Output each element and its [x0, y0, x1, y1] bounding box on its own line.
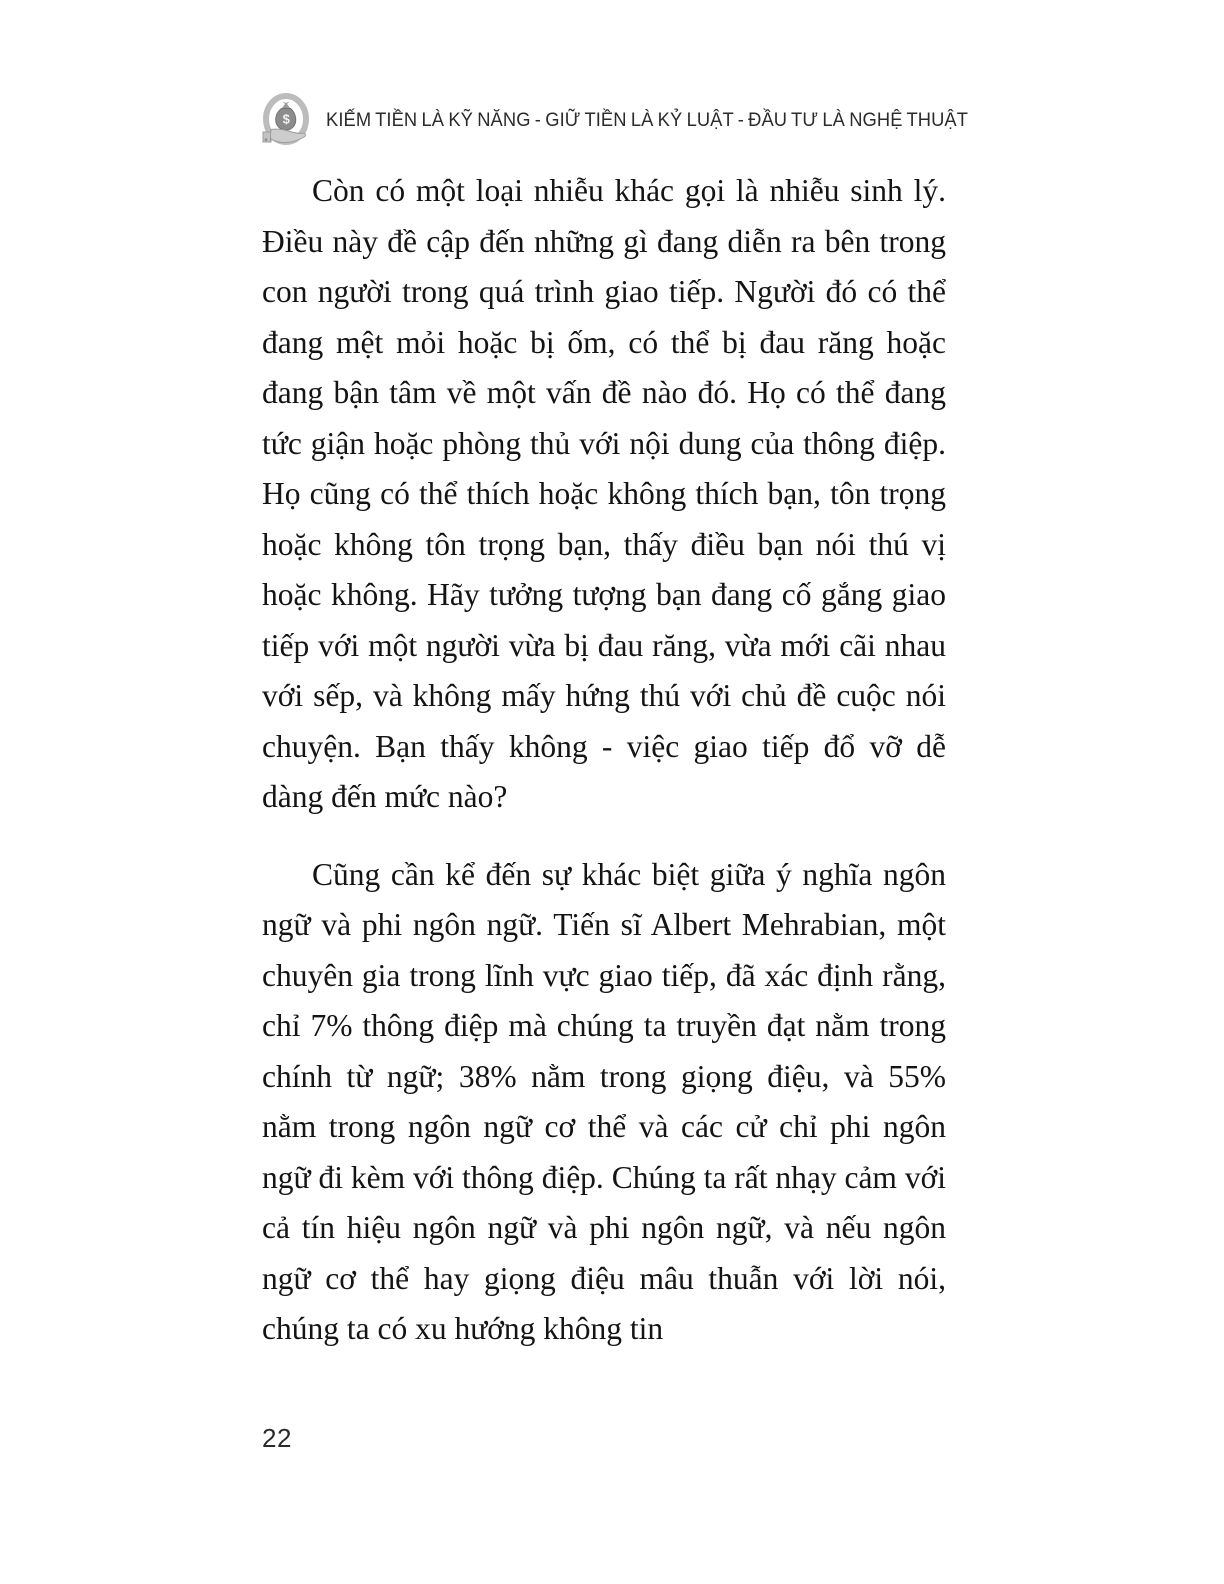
paragraph: Còn có một loại nhiễu khác gọi là nhiễu sinh lý. Điều này đề cập đến những gì đang diễn ra bên trong con người trong quá trình giao tiếp. Người đó có thể đang mệt mỏi hoặc bị ốm, có thể bị đau răng hoặc đang bận tâm về một vấn đề nào đó. Họ có thể đang tức giận hoặc phòng thủ với nội dung của thông điệp. Họ cũng có thể thích hoặc không thích bạn, tôn trọng hoặc không tôn trọng bạn, thấy điều bạn nói thú vị hoặc không. Hãy tưởng tượng bạn đang cố gắng giao tiếp với một người vừa bị đau răng, vừa mới cãi nhau với sếp, và không mấy hứng thú với chủ đề cuộc nói chuyện. Bạn thấy không - việc giao tiếp đổ vỡ dễ dàng đến mức nào?: [262, 173, 946, 814]
body-text-column: [262, 166, 946, 1355]
running-header-title: KIẾM TIỀN LÀ KỸ NĂNG - GIỮ TIỀN LÀ KỶ LUẬT - ĐẦU TƯ LÀ NGHỆ THUẬT: [326, 109, 969, 132]
page-number: 22: [262, 1423, 292, 1453]
paragraph: Cũng cần kể đến sự khác biệt giữa ý nghĩa ngôn ngữ và phi ngôn ngữ. Tiến sĩ Albert Mehrabian, một chuyên gia trong lĩnh vực giao tiếp, đã xác định rằng, chỉ 7% thông điệp mà chúng ta truyền đạt nằm trong chính từ ngữ; 38% nằm trong giọng điệu, và 55% nằm trong ngôn ngữ cơ thể và các cử chỉ phi ngôn ngữ đi kèm với thông điệp. Chúng ta rất nhạy cảm với cả tín hiệu ngôn ngữ và phi ngôn ngữ, và nếu ngôn ngữ cơ thể hay giọng điệu mâu thuẫn với lời nói, chúng ta có xu hướng không tin: [262, 856, 946, 1346]
running-header: [258, 92, 969, 152]
svg-text:$: $: [282, 111, 290, 127]
hand-holding-money-bag-icon: [258, 92, 314, 152]
